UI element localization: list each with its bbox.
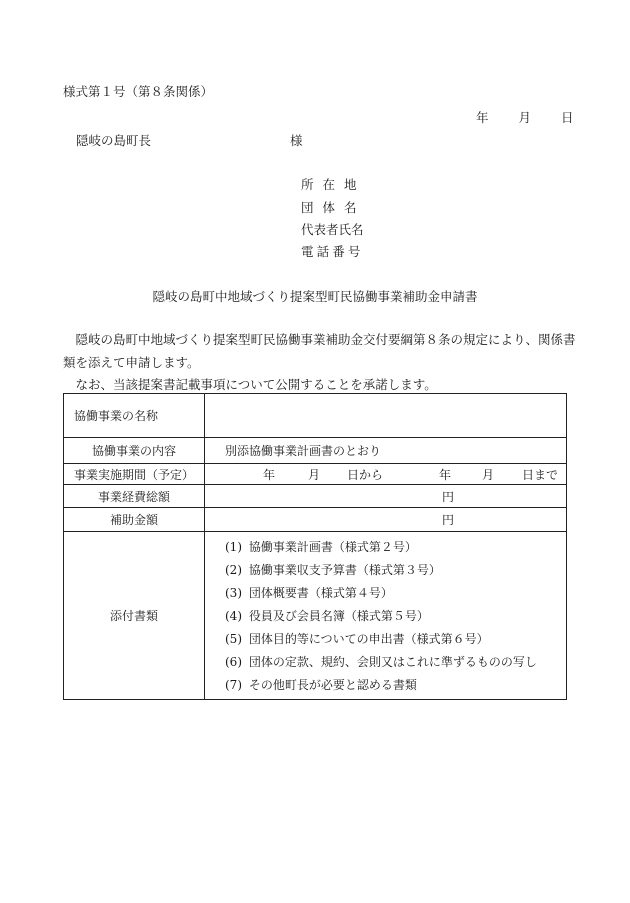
date-month: 月: [518, 110, 532, 125]
attachment-item: [225, 536, 566, 559]
attachment-number: (2): [225, 563, 242, 577]
attachment-text: 協働事業計画書（様式第２号）: [248, 540, 417, 554]
applicant-group-name-label: 団体名: [301, 200, 366, 215]
total-cost-unit: 円: [441, 489, 454, 504]
attachment-item: [225, 605, 566, 628]
date-day: 日: [561, 110, 574, 125]
attachment-text: 団体概要書（様式第４号）: [248, 586, 393, 600]
project-content-label: 協働事業の内容: [64, 438, 205, 464]
attachment-number: (5): [225, 632, 242, 646]
table-row-total-cost: [64, 485, 567, 508]
attachment-text: その他町長が必要と認める書類: [248, 678, 417, 692]
subsidy-label: 補助金額: [64, 508, 205, 532]
period-to-month: 月: [482, 468, 495, 482]
attachment-item: [225, 674, 566, 697]
application-table: [63, 393, 567, 700]
applicant-representative-label: 代表者氏名: [301, 222, 364, 237]
subsidy-value[interactable]: [205, 508, 567, 532]
body-paragraph-2: なお、当該提案書記載事項について公開することを承諾します。: [75, 377, 437, 392]
date-year: 年: [476, 110, 489, 125]
addressee-suffix: 様: [290, 133, 303, 148]
period-from-day: 日から: [347, 468, 384, 482]
attachment-text: 役員及び会員名簿（様式第５号）: [248, 609, 429, 623]
period-from-month: 月: [308, 468, 321, 482]
attachment-item: [225, 628, 566, 651]
attachment-item: [225, 582, 566, 605]
attachment-number: (6): [225, 655, 242, 669]
attachment-number: (4): [225, 609, 242, 623]
period-to-day: 日まで: [522, 468, 559, 482]
table-row-project-content: [64, 438, 567, 464]
document-title: 隠岐の島町中地域づくり提案型町民協働事業補助金申請書: [152, 289, 478, 304]
form-number: 様式第１号（第８条関係）: [63, 84, 214, 99]
attachment-text: 団体目的等についての申出書（様式第６号）: [248, 632, 489, 646]
attachment-item: [225, 559, 566, 582]
attachment-item: [225, 651, 566, 674]
attachment-text: 団体の定款、規約、会則又はこれに準ずるものの写し: [248, 655, 537, 669]
attachment-number: (3): [225, 586, 242, 600]
period-to-year: 年: [439, 468, 452, 482]
period-from-year: 年: [263, 468, 276, 482]
total-cost-value[interactable]: [205, 485, 567, 508]
table-row-project-name: [64, 394, 567, 438]
addressee: 隠岐の島町長: [76, 133, 152, 148]
applicant-address-label: 所在地: [301, 177, 366, 192]
period-value[interactable]: [205, 464, 567, 485]
period-label: 事業実施期間（予定）: [64, 464, 205, 485]
table-row-attachments: [64, 532, 567, 700]
attachments-list: [205, 536, 566, 697]
table-row-subsidy: [64, 508, 567, 532]
attachment-number: (7): [225, 678, 242, 692]
date-line: [476, 108, 574, 126]
attachment-number: (1): [225, 540, 242, 554]
body-paragraph-1: 隠岐の島町中地域づくり提案型町民協働事業補助金交付要綱第８条の規定により、関係書類を添えて申請します。: [63, 332, 576, 370]
project-name-value[interactable]: [205, 394, 567, 438]
applicant-phone-label: 電話番号: [301, 244, 364, 259]
attachment-text: 協働事業収支予算書（様式第３号）: [248, 563, 441, 577]
project-content-value[interactable]: 別添協働事業計画書のとおり: [205, 438, 567, 464]
total-cost-label: 事業経費総額: [64, 485, 205, 508]
subsidy-unit: 円: [441, 513, 454, 527]
table-row-period: [64, 464, 567, 485]
project-name-label: 協働事業の名称: [64, 394, 205, 438]
attachments-label: 添付書類: [64, 532, 205, 700]
attachments-value: [205, 532, 567, 700]
